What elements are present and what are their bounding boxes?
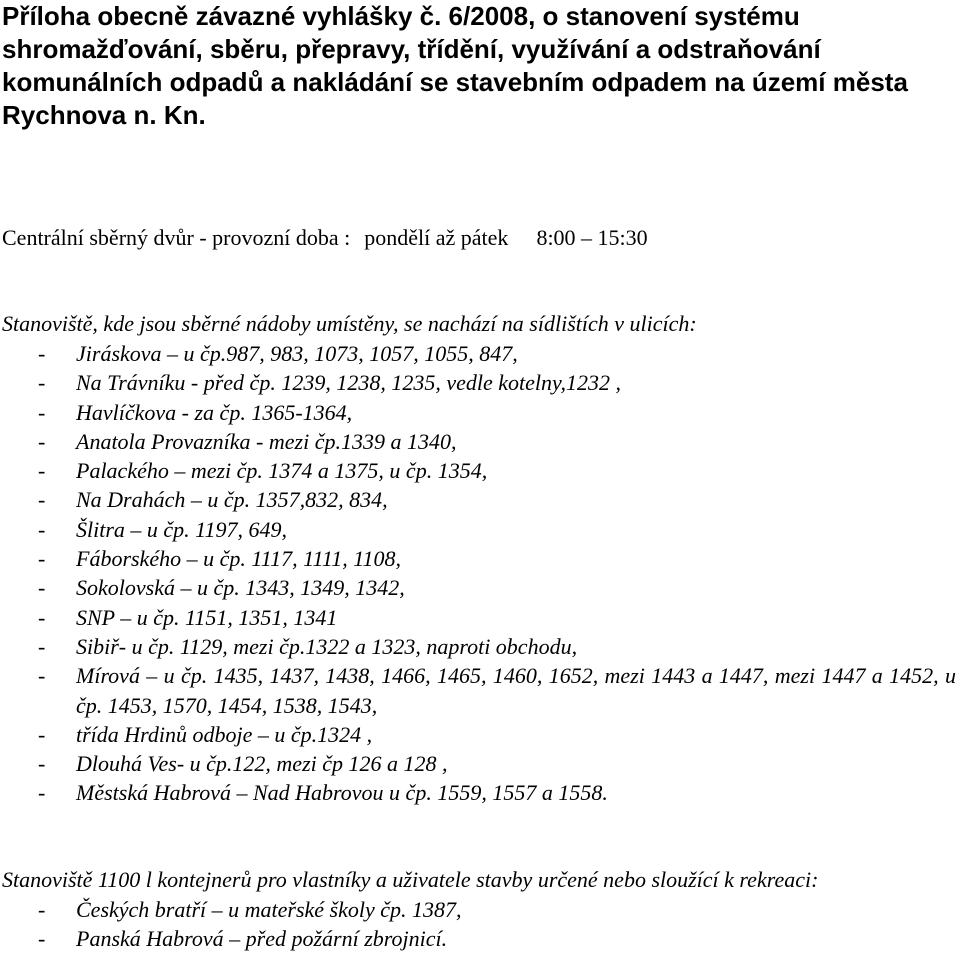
document-title [2,0,952,132]
container-locations-list [0,895,956,954]
list-item: - Sokolovská – u čp. 1343, 1349, 1342, [38,575,405,601]
title-line: shromažďování, sběru, přepravy, třídění, využívání a odstraňování [2,34,821,64]
list-item: - Jiráskova – u čp.987, 983, 1073, 1057, 1055, 847, [38,341,518,366]
title-line: komunálních odpadů a nakládání se stavebním odpadem na území města [2,67,908,97]
opening-days: pondělí až pátek [364,225,509,250]
list-item: - Anatola Provazníka - mezi čp.1339 a 1340, [38,428,457,454]
opening-hours [2,224,648,252]
list-item: - SNP – u čp. 1151, 1351, 1341 [38,604,338,630]
list-item: - Na Trávníku - před čp. 1239, 1238, 1235, vedle kotelny,1232 , [38,370,622,396]
list-item: - Na Drahách – u čp. 1357,832, 834, [38,487,388,513]
list-item: - Sibiř- u čp. 1129, mezi čp.1322 a 1323, naproti obchodu, [38,633,578,659]
list-item: - Havlíčkova - za čp. 1365-1364, [38,399,353,425]
list-item: - Městská Habrová – Nad Habrovou u čp. 1559, 1557 a 1558. [38,780,608,806]
opening-time: 8:00 – 15:30 [536,225,648,250]
list-item: - Českých bratří – u mateřské školy čp. 1387, [38,897,462,922]
list-item: - Mírová – u čp. 1435, 1437, 1438, 1466, 1465, 1460, 1652, mezi 1443 a 1447, mezi 1447 a 1452, u čp. 1453, 1570, 1454, 1538, 1543, [38,663,956,718]
list-item: - Panská Habrová – před požární zbrojnicí. [38,926,448,952]
collection-yard-label: Centrální sběrný dvůr - provozní doba : [2,225,351,250]
list-item: - třída Hrdinů odboje – u čp.1324 , [38,721,373,747]
list-item: - Fáborského – u čp. 1117, 1111, 1108, [38,546,402,572]
section-heading-containers: Stanoviště 1100 l kontejnerů pro vlastníky a uživatele stavby určené nebo sloužící k rekreaci: [2,867,819,892]
title-line: Rychnova n. Kn. [2,100,206,130]
list-item: - Palackého – mezi čp. 1374 a 1375, u čp. 1354, [38,458,488,484]
list-item: - Šlitra – u čp. 1197, 649, [38,516,288,542]
section-heading-bins: Stanoviště, kde jsou sběrné nádoby umístěny, se nachází na sídlištích v ulicích: [2,311,697,336]
list-item: - Dlouhá Ves- u čp.122, mezi čp 126 a 128 , [38,751,448,777]
title-line: Příloha obecně závazné vyhlášky č. 6/2008, o stanovení systému [2,1,800,31]
bin-locations-list [0,339,956,808]
